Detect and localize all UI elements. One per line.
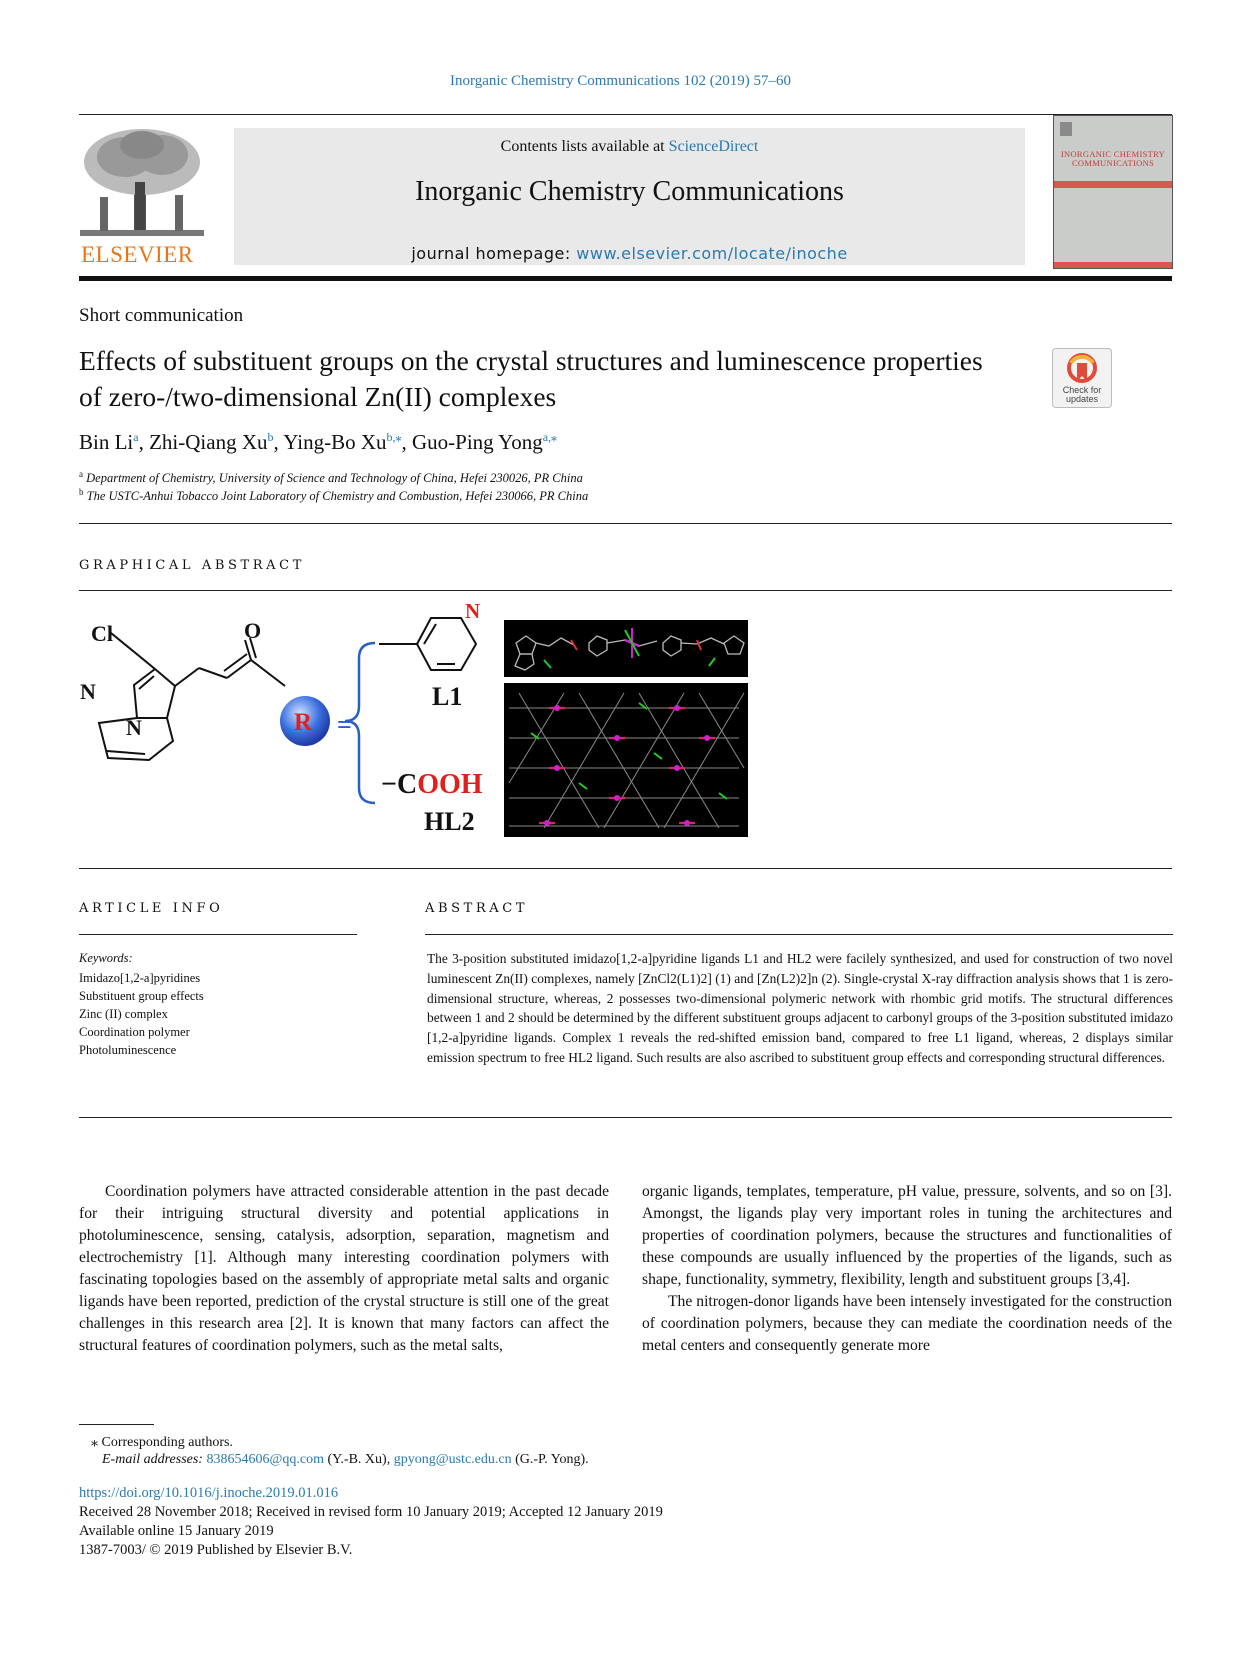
cover-footer-band	[1054, 262, 1172, 268]
article-info-heading: ARTICLE INFO	[79, 901, 224, 916]
author-2[interactable]: Zhi-Qiang Xu$^b$	[149, 430, 274, 454]
author-list: Bin Li$^a$, Zhi-Qiang Xu$^b$, Ying-Bo $Xu^{b,⁎}$, Guo-Ping Yong$^{a,⁎}$	[79, 430, 558, 454]
ga-top-rule	[79, 590, 1172, 591]
author-1[interactable]: Bin Li$^a$	[79, 430, 139, 454]
abstract-bottom-rule	[79, 1117, 1172, 1118]
equals-sign: =	[337, 710, 352, 739]
publication-info	[79, 1484, 663, 1560]
divider-rule	[79, 523, 1172, 524]
keyword: Imidazo[1,2-a]pyridines	[79, 971, 201, 985]
journal-title: Inorganic Chemistry Communications	[415, 176, 844, 207]
keyword: Photoluminescence	[79, 1043, 177, 1057]
crossmark-label: Check for updates	[1062, 385, 1102, 404]
article-info-rule	[79, 934, 357, 935]
imidazole-n-label: N	[80, 679, 96, 704]
homepage-link[interactable]: www.elsevier.com/locate/inoche	[576, 244, 848, 263]
contents-line: Contents lists available at ScienceDirect	[500, 138, 759, 155]
body-paragraph: The nitrogen-donor ligands have been intensely investigated for the construction of coordination polymers, because they can mediate the coordination needs of the metal centers and consequently generate more	[642, 1293, 1172, 1354]
footnote-rule	[79, 1424, 154, 1425]
cover-title: INORGANIC CHEMISTRY COMMUNICATIONS	[1060, 149, 1166, 168]
sciencedirect-link[interactable]: ScienceDirect	[668, 138, 759, 155]
received-dates: Received 28 November 2018; Received in revised form 10 January 2019; Accepted 12 January 2019	[79, 1504, 663, 1520]
ligand-structure	[99, 633, 285, 760]
oxygen-label: O	[244, 618, 262, 643]
author-3[interactable]: Ying-Bo $Xu^{b,⁎}$	[283, 430, 402, 454]
ligand-l1-label: L1	[432, 682, 463, 711]
keyword: Zinc (II) complex	[79, 1007, 168, 1021]
pyridine-ring	[379, 618, 476, 670]
chlorine-label: Cl	[91, 621, 113, 646]
crystal-structure-1-image	[504, 620, 748, 677]
bridge-n-label: N	[126, 715, 142, 740]
keyword: Coordination polymer	[79, 1025, 190, 1039]
carboxyl-label: −COOH	[381, 769, 483, 800]
email-link[interactable]: gpyong@ustc.edu.cn	[393, 1452, 512, 1467]
affiliation-b: $^b$ The USTC-Anhui Tobacco Joint Laboratory of Chemistry and Combustion, Hefei 230066, PR China	[79, 487, 589, 504]
header-rule	[79, 114, 1172, 115]
doi-link[interactable]: https://doi.org/10.1016/j.inoche.2019.01.016	[79, 1485, 339, 1501]
email-line: E-mail addresses: 838654606@qq.com (Y.-B. Xu), gpyong@ustc.edu.cn (G.-P. Yong).	[102, 1452, 589, 1467]
crossmark-icon	[1067, 353, 1097, 385]
ga-bottom-rule	[79, 868, 1172, 869]
article-type: Short communication	[79, 305, 244, 326]
copyright: 1387-7003/ © 2019 Published by Elsevier B.V.	[79, 1542, 353, 1558]
corresponding-note: ⁎ Corresponding authors.	[91, 1435, 233, 1450]
abstract-heading: ABSTRACT	[425, 901, 529, 916]
email-link[interactable]: 838654606@qq.com	[206, 1452, 324, 1467]
body-paragraph: organic ligands, templates, temperature, pH value, pressure, solvents, and so on [3]. Amongst, the ligands play very important roles in tuning the architectures and properties of coordination polymers, because the structures and functionalities of these compounds are usually influenced by the properties of the ligands, such as shape, functionality, symmetry, flexibility, length and substituent groups [3,4].	[642, 1183, 1172, 1288]
keywords-label: Keywords:	[79, 951, 133, 965]
publisher-wordmark: ELSEVIER	[81, 242, 194, 267]
affiliation-a: $^a$ Department of Chemistry, University of Science and Technology of China, Hefei 230026, PR China	[79, 469, 583, 486]
crystal-structure-2-image	[504, 683, 748, 837]
keyword: Substituent group effects	[79, 989, 204, 1003]
pyridine-n-label: N	[465, 599, 481, 623]
check-for-updates-badge[interactable]	[1052, 348, 1112, 408]
ligand-hl2-label: HL2	[424, 807, 475, 836]
article-title: Effects of substituent groups on the crystal structures and luminescence properties of zero-/two-dimensional Zn(II) complexes	[79, 345, 983, 412]
body-left-column: Coordination polymers have attracted considerable attention in the past decade for their intriguing structural diversity and potential applications in photoluminescence, sensing, catalysis, adsorption, separation, magnetism and electrochemistry [1]. Although many interesting coordination polymers with fascinating topologies based on the assembly of appropriate metal salts and organic ligands have been reported, prediction of the crystal structure is still one of the great challenges in this research area [2]. It is known that many factors can affect the structural features of coordination polymers, such as the metal salts,	[79, 1183, 609, 1354]
keywords-list	[79, 969, 204, 1059]
journal-reference[interactable]: Inorganic Chemistry Communications 102 (2019) 57–60	[450, 73, 791, 89]
r-group-label: R	[294, 709, 313, 736]
author-4[interactable]: Guo-Ping Yong$^{a,⁎}$	[412, 430, 558, 454]
journal-masthead	[234, 128, 1025, 265]
abstract-text: The 3-position substituted imidazo[1,2-a]pyridine ligands L1 and HL2 were facilely synthesized, and used for construction of two novel luminescent Zn(II) complexes, namely [ZnCl2(L1)2] (1) and [Zn(L2)2]n (2). Single-crystal X-ray diffraction analysis shows that 1 is zero-dimensional structure, whereas, 2 possesses two-dimensional polymeric network with rhombic grid motifs. The structural differences between 1 and 2 should be determined by the different substituent groups adjacent to carbonyl groups of the 3-position substituted imidazo [1,2-a]pyridine ligands. Complex 1 reveals the red-shifted emission band, compared to free L1 ligand, whereas, 2 displays similar emission spectrum to free HL2 ligand. Such results are also ascribed to substituent group effects and corresponding structural differences.	[427, 951, 1173, 1065]
graphical-abstract-figure	[79, 598, 759, 843]
body-right-column	[642, 1181, 1172, 1357]
elsevier-tree-logo	[80, 127, 204, 239]
cover-band	[1054, 181, 1172, 188]
masthead-thick-rule	[79, 276, 1172, 281]
homepage-line: journal homepage: www.elsevier.com/locate/inoche	[411, 244, 848, 263]
journal-cover-thumbnail[interactable]	[1053, 115, 1173, 269]
abstract-rule	[425, 934, 1173, 935]
online-date: Available online 15 January 2019	[79, 1523, 274, 1539]
cover-logo	[1060, 122, 1072, 136]
graphical-abstract-heading: GRAPHICAL ABSTRACT	[79, 558, 305, 573]
